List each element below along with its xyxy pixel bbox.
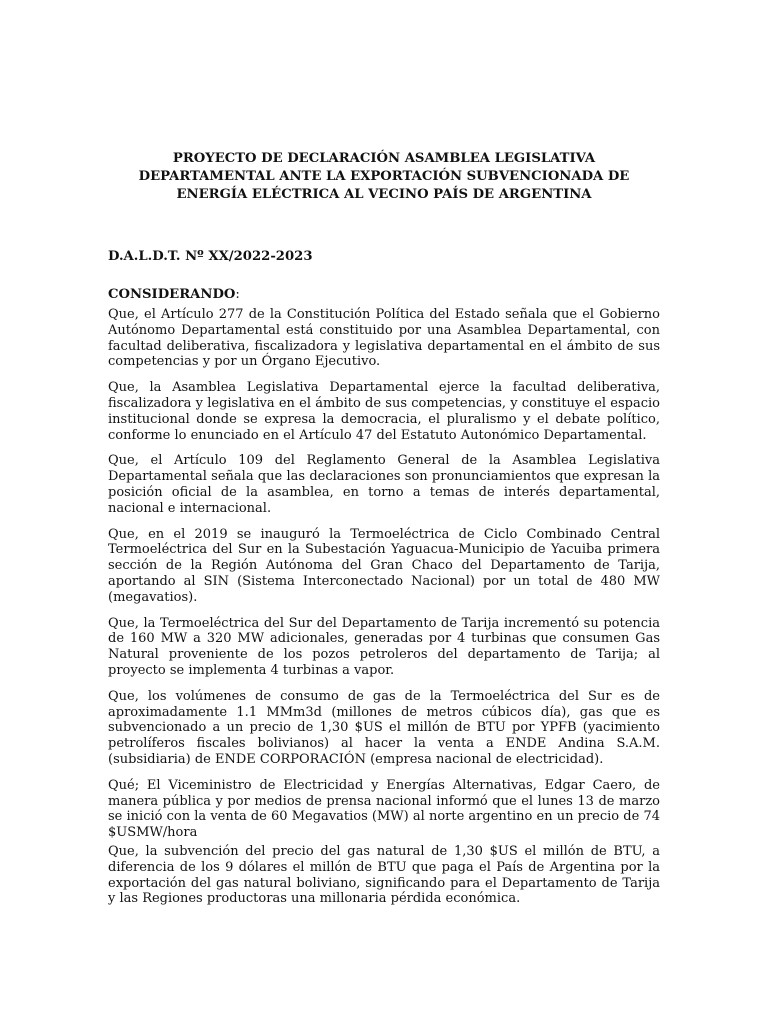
paragraph-assembly-faculty: Que, la Asamblea Legislativa Departamental ejerce la facultad deliberativa, fiscalizadora y legislativa en el ámbito de sus competencias, y constituye el espacio institucional donde se expresa la democracia, el pluralismo y el debate político, conforme lo enunciado en el Artículo 47 del Estatuto Autonómico Departamental.: [108, 380, 660, 443]
paragraph-article-277: Que, el Artículo 277 de la Constitución Política del Estado señala que el Gobierno Autónomo Departamental está constituido por una Asamblea Departamental, con facultad deliberativa, fiscalizadora y legislativa departamental en el ámbito de sus competencias y por un Órgano Ejecutivo.: [108, 307, 660, 370]
declaration-reference: D.A.L.D.T. Nº XX/2022-2023: [108, 249, 313, 264]
paragraph-article-109: Que, el Artículo 109 del Reglamento General de la Asamblea Legislativa Departamental señala que las declaraciones son pronunciamientos que expresan la posición oficial de la asamblea, en torno a temas de interés departamental, nacional e internacional.: [108, 453, 660, 516]
document-page: [108, 150, 660, 917]
document-title: PROYECTO DE DECLARACIÓN ASAMBLEA LEGISLATIVA DEPARTAMENTAL ANTE LA EXPORTACIÓN SUBVENCIONADA DE ENERGÍA ELÉCTRICA AL VECINO PAÍS DE ARGENTINA: [138, 151, 630, 202]
considerando-heading: [108, 286, 660, 304]
paragraph-gas-subsidy: Que, la subvención del precio del gas natural de 1,30 $US el millón de BTU, a diferencia de los 9 dólares el millón de BTU que paga el País de Argentina por la exportación del gas natural boliviano, significando para el Departamento de Tarija y las Regiones productoras una millonaria pérdida económica.: [108, 843, 660, 907]
paragraph-gas-consumption: Que, los volúmenes de consumo de gas de la Termoeléctrica del Sur es de aproximadamente 1.1 MMm3d (millones de metros cúbicos día), gas que es subvencionado a un precio de 1,30 $US el millón de BTU por YPFB (yacimiento petrolíferos fiscales bolivianos) al hacer la venta a ENDE Andina S.A.M. (subsidiaria) de ENDE CORPORACIÓN (empresa nacional de electricidad).: [108, 688, 660, 767]
considerando-colon: :: [235, 287, 240, 302]
paragraph-thermoelectric-2019: Que, en el 2019 se inauguró la Termoeléctrica de Ciclo Combinado Central Termoeléctrica del Sur en la Subestación Yaguacua-Municipio de Yacuiba primera sección de la Región Autónoma del Gran Chaco del Departamento de Tarija, aportando al SIN (Sistema Interconectado Nacional) por un total de 480 MW (megavatios).: [108, 526, 660, 605]
paragraph-viceminister: Qué; El Viceministro de Electricidad y Energías Alternativas, Edgar Caero, de manera pública y por medios de prensa nacional informó que el lunes 13 de marzo se inició con la venta de 60 Megavatios (MW) al norte argentino en un precio de 74 $USMW/hora: [108, 777, 660, 841]
considerando-label: CONSIDERANDO: [108, 287, 236, 302]
paragraph-power-increase: Que, la Termoeléctrica del Sur del Departamento de Tarija incrementó su potencia de 160 MW a 320 MW adicionales, generadas por 4 turbinas que consumen Gas Natural proveniente de los pozos petroleros del departamento de Tarija; al proyecto se implementa 4 turbinas a vapor.: [108, 615, 660, 678]
